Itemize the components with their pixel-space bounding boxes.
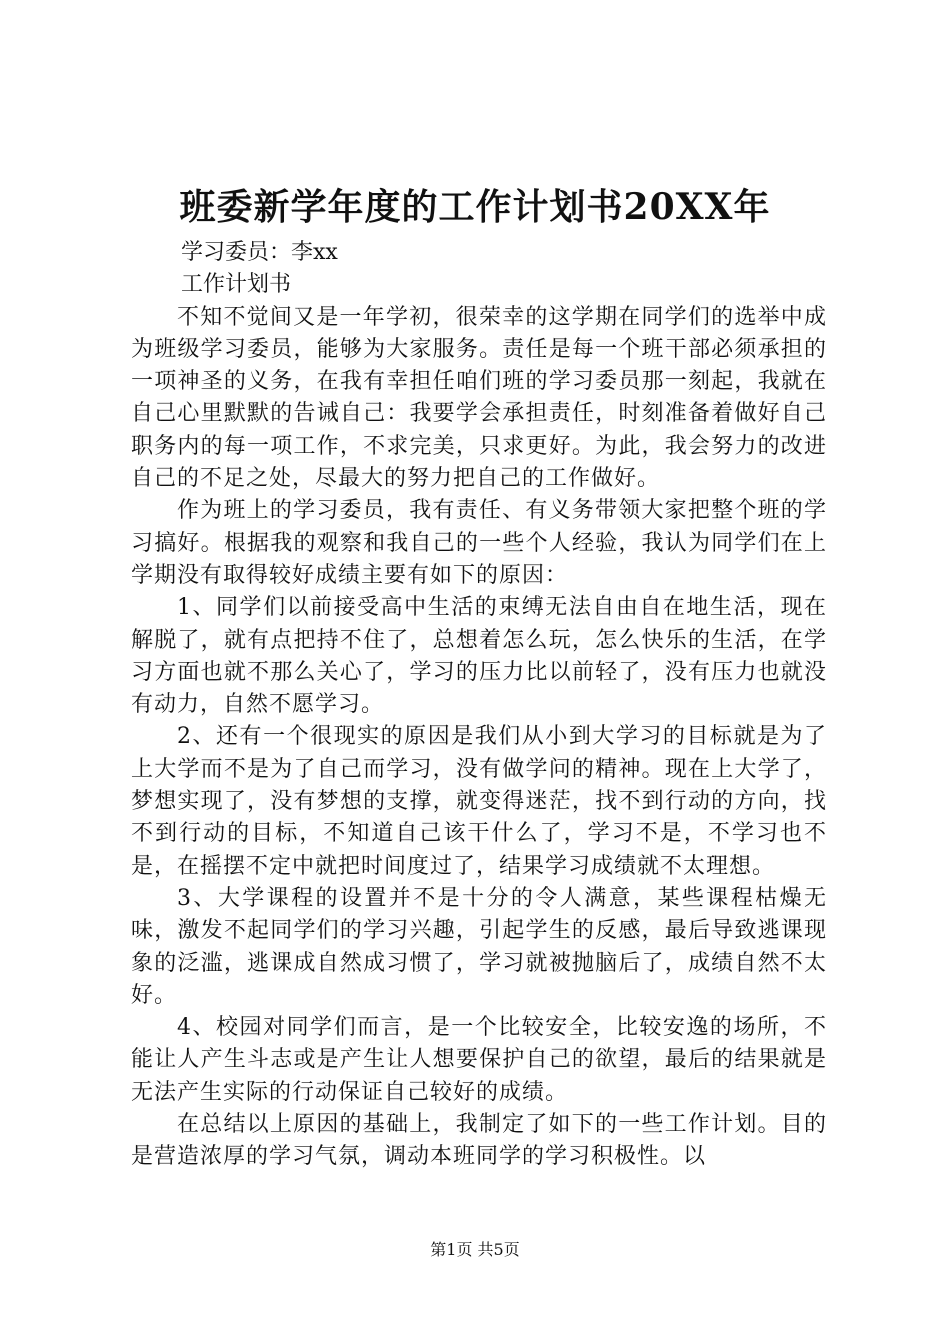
- paragraph: 作为班上的学习委员，我有责任、有义务带领大家把整个班的学习搞好。根据我的观察和我自己的一些个人经验，我认为同学们在上学期没有取得较好成绩主要有如下的原因：: [131, 498, 827, 588]
- paragraph: 在总结以上原因的基础上，我制定了如下的一些工作计划。目的是营造浓厚的学习气氛，调动本班同学的学习积极性。以: [131, 1112, 827, 1170]
- paragraph: 3、大学课程的设置并不是十分的令人满意，某些课程枯燥无味，激发不起同学们的学习兴趣，引起学生的反感，最后导致逃课现象的泛滥，逃课成自然成习惯了，学习就被抛脑后了，成绩自然不太好。: [131, 885, 827, 1008]
- author-line: 学习委员：李xx: [181, 240, 338, 265]
- paragraph: 不知不觉间又是一年学初，很荣幸的这学期在同学们的选举中成为班级学习委员，能够为大家服务。责任是每一个班干部必须承担的一项神圣的义务，在我有幸担任咱们班的学习委员那一刻起，我就在自己心里默默的告诫自己：我要学会承担责任，时刻准备着做好自己职务内的每一项工作，不求完美，只求更好。为此，我会努力的改进自己的不足之处，尽最大的努力把自己的工作做好。: [131, 304, 827, 492]
- page-footer: 第1页 共5页: [430, 1240, 520, 1259]
- document-body: [131, 237, 827, 1174]
- paragraph: 1、同学们以前接受高中生活的束缚无法自由自在地生活，现在解脱了，就有点把持不住了，总想着怎么玩，怎么快乐的生活，在学习方面也就不那么关心了，学习的压力比以前轻了，没有压力也就没有动力，自然不愿学习。: [131, 595, 827, 718]
- paragraph: 4、校园对同学们而言，是一个比较安全，比较安逸的场所，不能让人产生斗志或是产生让人想要保护自己的欲望，最后的结果就是无法产生实际的行动保证自己较好的成绩。: [131, 1015, 827, 1105]
- document-subtitle: 工作计划书: [181, 272, 292, 298]
- document-title: 班委新学年度的工作计划书20XX年: [179, 186, 771, 228]
- paragraph: 2、还有一个很现实的原因是我们从小到大学习的目标就是为了上大学而不是为了自己而学习，没有做学问的精神。现在上大学了，梦想实现了，没有梦想的支撑，就变得迷茫，找不到行动的方向，找不到行动的目标，不知道自己该干什么了，学习不是，不学习也不是，在摇摆不定中就把时间度过了，结果学习成绩就不太理想。: [131, 724, 827, 879]
